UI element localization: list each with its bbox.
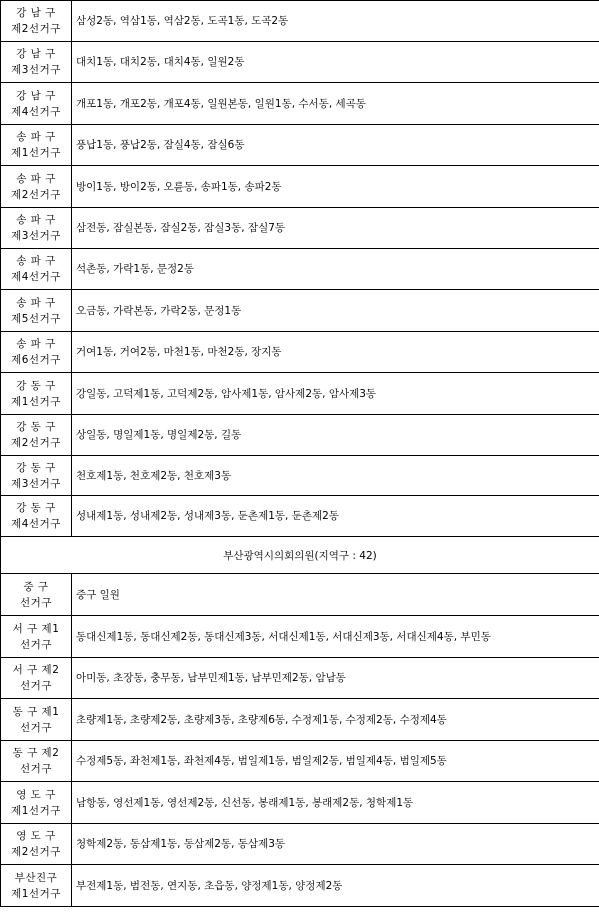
table-row bbox=[1, 865, 599, 907]
dong-list: 동대신제1동, 동대신제2동, 동대신제3동, 서대신제1동, 서대신제3동, 서대신제4동, 부민동 bbox=[72, 616, 599, 658]
dong-list: 수정제5동, 좌천제1동, 좌천제4동, 범일제1동, 범일제2동, 범일제4동, 범일제5동 bbox=[72, 741, 599, 782]
district-name: 서 구 제2 선거구 bbox=[1, 658, 72, 699]
dong-list: 대치1동, 대치2동, 대치4동, 일원2동 bbox=[72, 42, 599, 83]
district-name: 강 남 구 제3선거구 bbox=[1, 42, 72, 83]
table-row bbox=[1, 290, 599, 332]
table-row bbox=[1, 658, 599, 699]
table-row bbox=[1, 741, 599, 782]
table-row bbox=[1, 456, 599, 496]
district-name: 영 도 구 제2선거구 bbox=[1, 824, 72, 865]
dong-list: 남항동, 영선제1동, 영선제2동, 신선동, 봉래제1동, 봉래제2동, 청학제1동 bbox=[72, 782, 599, 824]
dong-list: 부전제1동, 범전동, 연지동, 초읍동, 양정제1동, 양정제2동 bbox=[72, 865, 599, 907]
dong-list: 풍납1동, 풍납2동, 잠실4동, 잠실6동 bbox=[72, 125, 599, 166]
table-row bbox=[1, 83, 599, 125]
district-name: 강 동 구 제1선거구 bbox=[1, 373, 72, 415]
table-row bbox=[1, 208, 599, 249]
dong-list: 거여1동, 거여2동, 마천1동, 마천2동, 장지동 bbox=[72, 332, 599, 373]
district-name: 송 파 구 제6선거구 bbox=[1, 332, 72, 373]
district-name: 강 남 구 제4선거구 bbox=[1, 83, 72, 125]
dong-list: 천호제1동, 천호제2동, 천호제3동 bbox=[72, 456, 599, 496]
district-name: 강 동 구 제2선거구 bbox=[1, 415, 72, 456]
section-row bbox=[1, 537, 599, 574]
district-name: 강 동 구 제3선거구 bbox=[1, 456, 72, 496]
table-row bbox=[1, 166, 599, 208]
dong-list: 삼성2동, 역삼1동, 역삼2동, 도곡1동, 도곡2동 bbox=[72, 1, 599, 42]
table-row bbox=[1, 699, 599, 741]
district-name: 중 구 선거구 bbox=[1, 574, 72, 616]
district-name: 송 파 구 제5선거구 bbox=[1, 290, 72, 332]
table-row bbox=[1, 42, 599, 83]
table-row bbox=[1, 782, 599, 824]
section-title: 부산광역시의회의원(지역구 : 42) bbox=[1, 537, 599, 574]
district-name: 동 구 제2 선거구 bbox=[1, 741, 72, 782]
dong-list: 삼전동, 잠실본동, 잠실2동, 잠실3동, 잠실7동 bbox=[72, 208, 599, 249]
district-name: 부산진구 제1선거구 bbox=[1, 865, 72, 907]
district-name: 송 파 구 제2선거구 bbox=[1, 166, 72, 208]
district-name: 영 도 구 제1선거구 bbox=[1, 782, 72, 824]
district-name: 송 파 구 제4선거구 bbox=[1, 249, 72, 290]
district-name: 송 파 구 제3선거구 bbox=[1, 208, 72, 249]
district-name: 강 남 구 제2선거구 bbox=[1, 1, 72, 42]
dong-list: 아미동, 초장동, 충무동, 남부민제1동, 남부민제2동, 암남동 bbox=[72, 658, 599, 699]
district-name: 강 동 구 제4선거구 bbox=[1, 496, 72, 537]
table-row bbox=[1, 125, 599, 166]
dong-list: 석촌동, 가락1동, 문정2동 bbox=[72, 249, 599, 290]
district-name: 송 파 구 제1선거구 bbox=[1, 125, 72, 166]
table-row bbox=[1, 616, 599, 658]
table-row bbox=[1, 332, 599, 373]
dong-list: 초량제1동, 초량제2동, 초량제3동, 초량제6동, 수정제1동, 수정제2동, 수정제4동 bbox=[72, 699, 599, 741]
dong-list: 개포1동, 개포2동, 개포4동, 일원본동, 일원1동, 수서동, 세곡동 bbox=[72, 83, 599, 125]
dong-list: 중구 일원 bbox=[72, 574, 599, 616]
district-name: 서 구 제1 선거구 bbox=[1, 616, 72, 658]
dong-list: 방이1동, 방이2동, 오륜동, 송파1동, 송파2동 bbox=[72, 166, 599, 208]
table-row bbox=[1, 496, 599, 537]
dong-list: 청학제2동, 동삼제1동, 동삼제2동, 동삼제3동 bbox=[72, 824, 599, 865]
district-name: 동 구 제1 선거구 bbox=[1, 699, 72, 741]
table-row bbox=[1, 249, 599, 290]
dong-list: 성내제1동, 성내제2동, 성내제3동, 둔촌제1동, 둔촌제2동 bbox=[72, 496, 599, 537]
table-row bbox=[1, 415, 599, 456]
dong-list: 오금동, 가락본동, 가락2동, 문정1동 bbox=[72, 290, 599, 332]
dong-list: 강일동, 고덕제1동, 고덕제2동, 암사제1동, 암사제2동, 암사제3동 bbox=[72, 373, 599, 415]
table-row bbox=[1, 373, 599, 415]
table-row bbox=[1, 574, 599, 616]
table-row bbox=[1, 1, 599, 42]
table-row bbox=[1, 824, 599, 865]
dong-list: 상일동, 명일제1동, 명일제2동, 길동 bbox=[72, 415, 599, 456]
